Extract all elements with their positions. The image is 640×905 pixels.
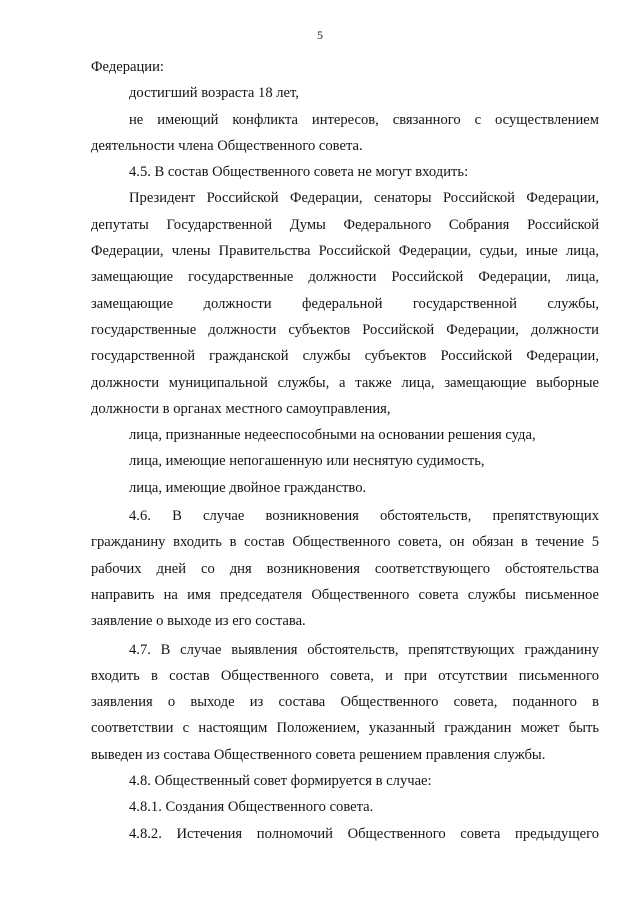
text-line: лица, имеющие двойное гражданство.	[129, 479, 367, 496]
text-line: государственные должности субъектов Российской Федерации, должности	[91, 321, 599, 338]
text-line: 4.8.1. Создания Общественного совета.	[129, 799, 374, 816]
page-number: 5	[317, 28, 323, 42]
text-line: деятельности члена Общественного совета.	[91, 137, 363, 154]
text-line: гражданину входить в состав Общественного совета, он обязан в течение 5	[91, 534, 599, 551]
text-line: выведен из состава Общественного совета решением правления службы.	[91, 746, 546, 763]
text-line: замещающие государственные должности Российской Федерации, лица,	[91, 269, 599, 286]
text-line: Федерации:	[91, 59, 164, 75]
document-body	[91, 54, 599, 847]
text-line: рабочих дней со дня возникновения соответствующего обстоятельства	[91, 560, 599, 577]
text-line: заявления о выходе из состава Общественного совета, поданного в	[91, 694, 599, 711]
text-line: не имеющий конфликта интересов, связанного с осуществлением	[129, 111, 599, 128]
text-line: Президент Российской Федерации, сенаторы Российской Федерации,	[129, 190, 599, 207]
text-line: 4.7. В случае выявления обстоятельств, препятствующих гражданину	[129, 641, 599, 658]
text-line: замещающие должности федеральной государственной службы,	[91, 295, 599, 312]
text-line: государственной гражданской службы субъектов Российской Федерации,	[91, 348, 599, 365]
text-line: достигший возраста 18 лет,	[129, 85, 299, 102]
text-line: соответствии с настоящим Положением, указанный гражданин может быть	[91, 720, 599, 737]
text-line: лица, имеющие непогашенную или неснятую судимость,	[129, 453, 485, 470]
text-line: лица, признанные недееспособными на основании решения суда,	[129, 427, 536, 444]
text-line: депутаты Государственной Думы Федерального Собрания Российской	[91, 216, 599, 233]
text-line: 4.6. В случае возникновения обстоятельств, препятствующих	[129, 508, 599, 525]
text-line: 4.5. В состав Общественного совета не могут входить:	[129, 164, 469, 181]
text-line: 4.8.2. Истечения полномочий Общественного совета предыдущего	[129, 825, 599, 842]
text-line: заявление о выходе из его состава.	[91, 613, 306, 630]
text-line: должности муниципальной службы, а также лица, замещающие выборные	[91, 374, 599, 391]
text-line: Федерации, члены Правительства Российской Федерации, судьи, иные лица,	[91, 243, 599, 260]
text-line: 4.8. Общественный совет формируется в случае:	[129, 773, 432, 790]
text-line: входить в состав Общественного совета, и при отсутствии письменного	[91, 667, 599, 684]
text-line: направить на имя председателя Общественного совета службы письменное	[91, 586, 599, 603]
text-line: должности в органах местного самоуправления,	[91, 400, 391, 417]
